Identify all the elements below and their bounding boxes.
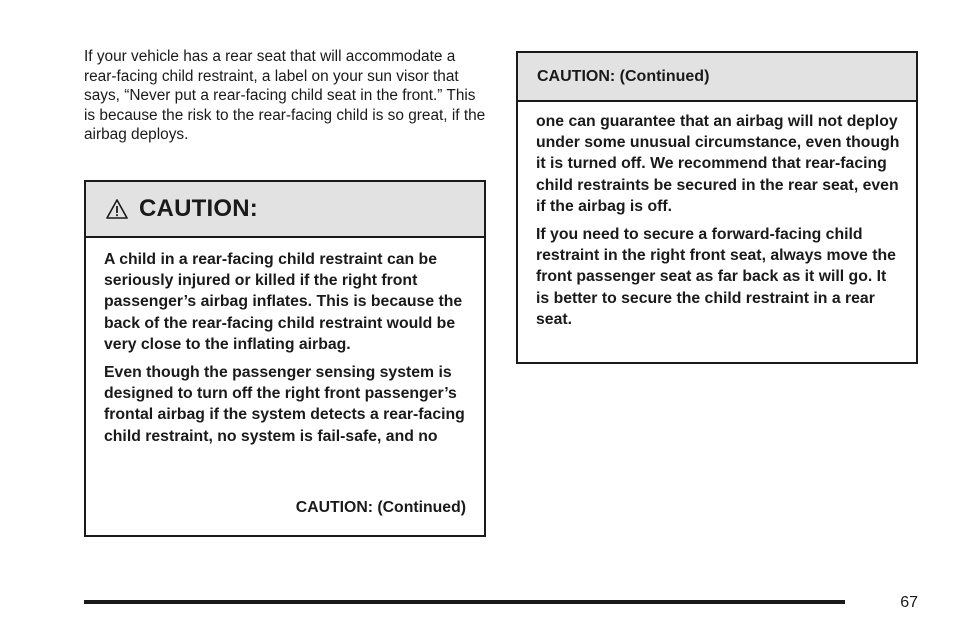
caution-continued-header (518, 53, 916, 102)
page-number: 67 (900, 594, 918, 611)
intro-paragraph: If your vehicle has a rear seat that will accommodate a rear-facing child restraint, a label on your sun visor that says, “Never put a rear-facing child seat in the front.” This is because the risk to the rear-facing child is so great, if the airbag deploys. (84, 48, 486, 144)
caution-title: CAUTION: (139, 195, 258, 222)
caution-body (86, 238, 484, 447)
caution-paragraph: If you need to secure a forward-facing child restraint in the right front seat, always move the front passenger seat as far back as it will go. It is better to secure the child restraint in a rear seat. (536, 226, 896, 328)
footer-rule (84, 600, 845, 604)
caution-continued-title: CAUTION: (Continued) (537, 67, 710, 85)
caution-paragraph: Even though the passenger sensing system is designed to turn off the right front passenger’s frontal airbag if the system detects a rear-facing child restraint, no system is fail-safe, and no (104, 364, 465, 445)
warning-triangle-icon (106, 198, 128, 220)
caution-paragraph: A child in a rear-facing child restraint can be seriously injured or killed if the right front passenger’s airbag inflates. This is because the back of the rear-facing child restraint would be very close to the inflating airbag. (104, 251, 463, 353)
continued-footer: CAUTION: (Continued) (295, 499, 466, 516)
caution-paragraph: one can guarantee that an airbag will not deploy under some unusual circumstance, even though it is turned off. We recommend that rear-facing child restraints be secured in the rear seat, even if the airbag is off. (536, 113, 900, 215)
caution-continued-box (516, 51, 918, 364)
caution-continued-body (518, 102, 916, 330)
caution-box (84, 180, 486, 537)
caution-header (86, 182, 484, 238)
